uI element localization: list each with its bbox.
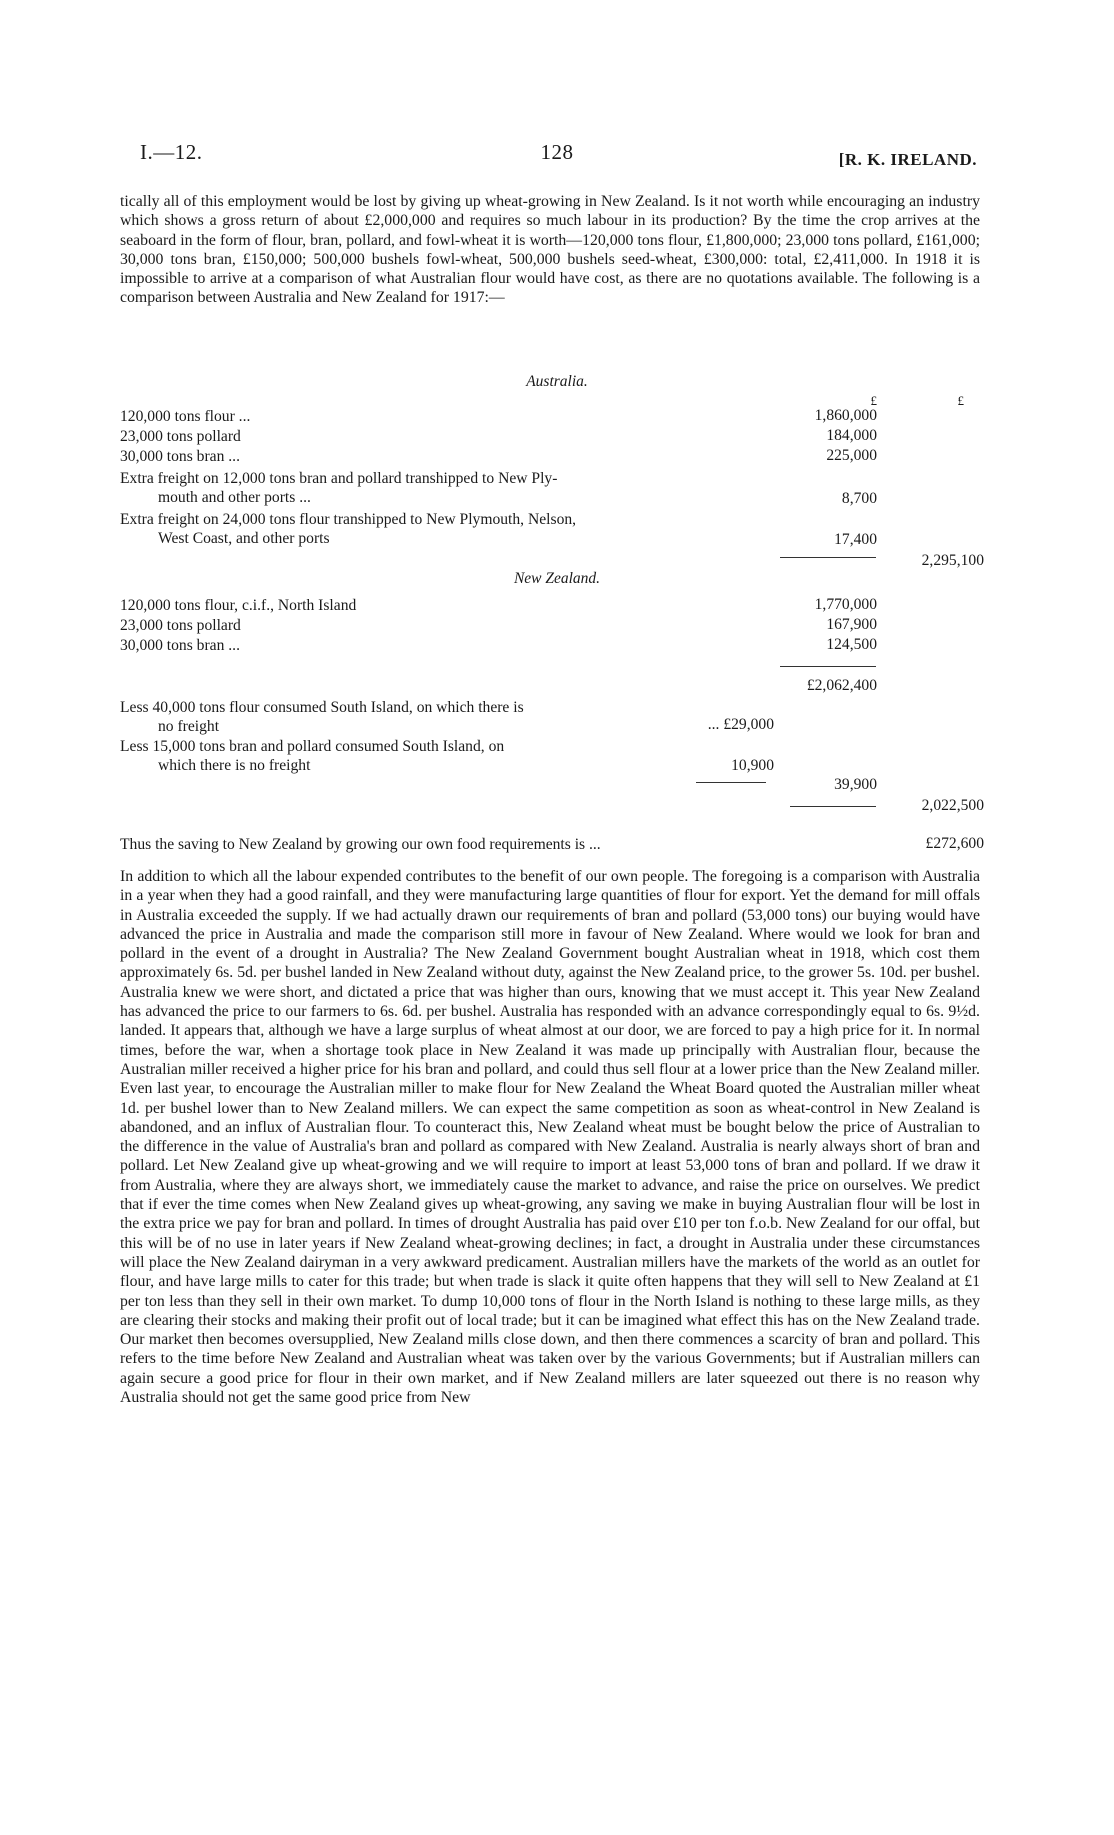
subtotal-rule — [780, 557, 876, 558]
table-row — [120, 469, 557, 507]
row-value: 8,700 — [841, 490, 877, 507]
new-zealand-heading: New Zealand. — [513, 570, 601, 587]
subtotal-rule — [696, 782, 766, 783]
row-label: Less 15,000 tons bran and pollard consumed South Island, on — [120, 738, 505, 755]
row-label-continued: no freight — [158, 718, 220, 735]
saving-value: £272,600 — [925, 835, 984, 852]
row-value: 1,860,000 — [814, 407, 877, 424]
row-value: 124,500 — [826, 636, 877, 653]
row-value: 167,900 — [826, 616, 877, 633]
table-row — [120, 596, 356, 615]
row-label: 120,000 tons flour ... — [120, 408, 251, 425]
row-label: Less 40,000 tons flour consumed South Island, on which there is — [120, 699, 524, 716]
main-paragraph: In addition to which all the labour expended contributes to the benefit of our own people. The foregoing is a comparison with Australia in a year when they had a good rainfall, and they were manufacturing large quantities of flour for export. Yet the demand for mill offals in Australia exceeded the supply. If we had actually drawn our requirements of bran and pollard (53,000 tons) our buying would have advanced the price in Australia and made the comparison still more in favour of New Zealand. Where would we look for bran and pollard in the event of a drought in Australia? The New Zealand Government bought Australian wheat in 1918, which cost them approximately 6s. 5d. per bushel landed in New Zealand without duty, against the New Zealand price, to the grower 5s. 10d. per bushel. Australia knew we were short, and dictated a price that was higher than ours, knowing that we must accept it. This year New Zealand has advanced the price to our farmers to 6s. 6d. per bushel. Australia has responded with an advance correspondingly equal to 6s. 9½d. landed. It appears that, although we have a large surplus of wheat almost at our door, we are forced to pay a high price for it. In normal times, before the war, when a shortage took place in New Zealand it was made up principally with Australian flour, because the Australian miller received a higher price for his bran and pollard, and could thus sell flour at a lower price than the New Zealand miller. Even last year, to encourage the Australian miller to make flour for New Zealand the Wheat Board quoted the Australian miller wheat 1d. per bushel lower than to New Zealand millers. We can expect the same competition as soon as wheat-control in New Zealand is abandoned, and an influx of Australian flour. To counteract this, New Zealand wheat must be bought below the price of Australian to the difference in the value of Australia's bran and pollard as compared with New Zealand. Australia is nearly always short of bran and pollard. Let New Zealand give up wheat-growing and we will require to import at least 53,000 tons of bran and pollard. If we draw it from Australia, where they are always short, we immediately cause the market to advance, and raise the price on ourselves. We predict that if ever the time comes when New Zealand gives up wheat-growing, any saving we make in buying Australian flour will be lost in the extra price we pay for bran and pollard. In times of drought Australia has paid over £10 per ton f.o.b. New Zealand for our offal, but this will be of no use in later years if New Zealand wheat-growing declines; in fact, a drought in Australia under these circumstances will place the New Zealand dairyman in a very awkward predicament. Australian millers have the markets of the world as an outlet for flour, and have large mills to cater for this trade; but when trade is slack it quite often happens that they will sell to New Zealand at £1 per ton less than they sell in their own market. To dump 10,000 tons of flour in the North Island is nothing to these large mills, as they are clearing their stocks and making their profit out of local trade; but it can be imagined what effect this has on the New Zealand trade. Our market then becomes oversupplied, New Zealand mills close down, and then there commences a scarcity of bran and pollard. This refers to the time before New Zealand and Australian wheat was taken over by the various Governments; but if Australian millers can again secure a good price for flour in their own market, and if New Zealand millers are later squeezed out there is no reason why Australia should not get the same good price from New — [120, 868, 980, 1407]
nz-total: 2,022,500 — [921, 797, 984, 814]
australia-total: 2,295,100 — [921, 552, 984, 569]
row-value: ... £29,000 — [707, 716, 774, 733]
row-value: 225,000 — [826, 447, 877, 464]
row-label-continued: which there is no freight — [158, 757, 311, 774]
page-number: 128 — [540, 140, 574, 164]
less-total: 39,900 — [834, 776, 877, 793]
table-row — [120, 616, 241, 635]
row-label: Extra freight on 24,000 tons flour transhipped to New Plymouth, Nelson, — [120, 511, 577, 528]
table-row — [120, 698, 524, 736]
row-value: 17,400 — [834, 531, 877, 548]
row-label: 30,000 tons bran ... — [120, 448, 240, 465]
australia-heading: Australia. — [526, 373, 588, 390]
currency-symbol-col1: £ — [870, 393, 877, 408]
subtotal-rule — [790, 806, 876, 807]
saving-label: Thus the saving to New Zealand by growing our own food requirements is ... — [120, 836, 601, 853]
subtotal-rule — [780, 666, 876, 667]
row-label-continued: mouth and other ports ... — [158, 489, 311, 506]
table-row — [120, 737, 504, 775]
row-value: 10,900 — [731, 757, 774, 774]
row-label: 23,000 tons pollard — [120, 428, 241, 445]
row-value: 184,000 — [826, 427, 877, 444]
table-row — [120, 510, 576, 548]
table-row — [120, 427, 241, 446]
row-label: 23,000 tons pollard — [120, 617, 241, 634]
row-label: 30,000 tons bran ... — [120, 637, 240, 654]
table-row — [120, 407, 250, 426]
row-label: 120,000 tons flour, c.i.f., North Island — [120, 597, 357, 614]
currency-symbol-col2: £ — [957, 393, 964, 408]
author-reference: [R. K. IRELAND. — [838, 150, 977, 169]
table-row — [120, 636, 240, 655]
nz-subtotal: £2,062,400 — [806, 677, 877, 694]
intro-paragraph: tically all of this employment would be lost by giving up wheat-growing in New Zealand. Is it not worth while encouraging an industry which shows a gross return of about £2,000,000 and requires so much labour in its production? By the time the crop arrives at the seaboard in the form of flour, bran, pollard, and fowl-wheat it is worth—120,000 tons flour, £1,800,000; 23,000 tons pollard, £161,000; 30,000 tons bran, £150,000; 500,000 bushels fowl-wheat, 500,000 bushels seed-wheat, £300,000: total, £2,411,000. In 1918 it is impossible to arrive at a comparison of what Australian flour would have cost, as there are no quotations available. The following is a comparison between Australia and New Zealand for 1917:— — [120, 193, 980, 307]
row-value: 1,770,000 — [814, 596, 877, 613]
row-label: Extra freight on 12,000 tons bran and pollard transhipped to New Ply- — [120, 470, 558, 487]
saving-row — [120, 835, 601, 854]
row-label-continued: West Coast, and other ports — [158, 530, 330, 547]
paper-reference: I.—12. — [140, 140, 203, 164]
table-row — [120, 447, 240, 466]
